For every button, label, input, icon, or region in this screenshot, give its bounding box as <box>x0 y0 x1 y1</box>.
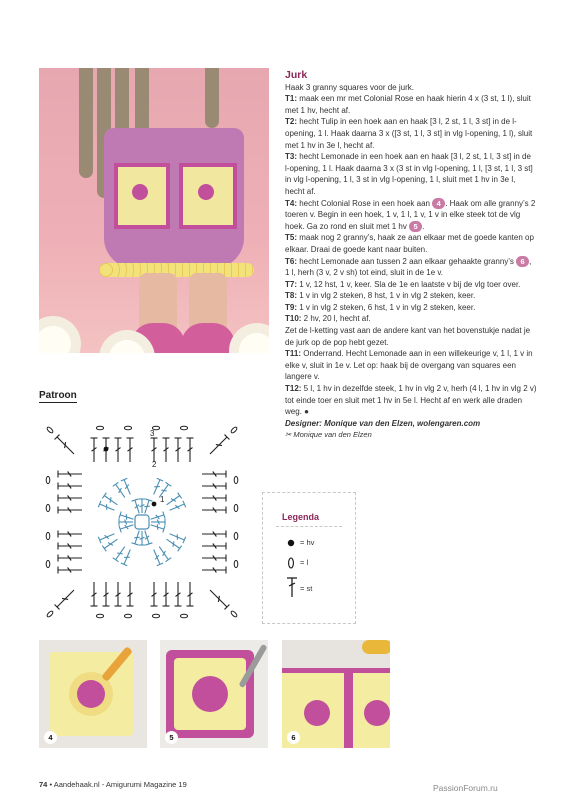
stitch-symbol <box>58 543 82 550</box>
stitch-symbol <box>151 478 164 495</box>
chain-symbol <box>234 504 238 511</box>
crochet-chart-svg <box>38 418 246 626</box>
round-number-label: 3 <box>150 429 155 438</box>
stitch-symbol <box>58 495 82 502</box>
stitch-symbol <box>141 529 152 544</box>
stitch-symbol <box>168 531 185 544</box>
stitch-symbol <box>139 499 146 513</box>
double-crochet-icon <box>286 576 298 598</box>
round-2: T2: hecht Tulip in een hoek aan en haak [3 l, 2 st, 1 l, 3 st] in de l-opening, 1 l. Haak daarna 3 x ([3 st, 1 l, 3 st] in vlg l-opening, 1 l), sluit met 1 hv in 3e l, hecht af. <box>285 117 533 150</box>
hair-strand <box>79 68 93 178</box>
page-footer <box>39 780 187 789</box>
round-6: T6: hecht Lemonade aan tussen 2 aan elkaar gehaakte granny’s 6 , 1 l, herh (3 v, 2 v sh) tot eind, sluit in de 1e v. <box>285 256 532 278</box>
stitch-symbol <box>208 588 230 610</box>
stitch-symbol <box>91 582 98 606</box>
intro-text: Haak 3 granny squares voor de jurk. <box>285 82 414 92</box>
designer-credit: Designer: Monique van den Elzen, wolengaren.com <box>285 418 481 428</box>
stitch-symbol <box>132 499 143 514</box>
stitch-symbol <box>119 519 133 526</box>
stitch-symbol <box>175 438 182 462</box>
slip-stitch-dot <box>104 447 109 452</box>
round-number-label: 2 <box>152 460 157 469</box>
photo-number: 5 <box>165 731 178 744</box>
flower-motif <box>304 700 330 726</box>
stitch-symbol <box>58 531 82 538</box>
photo-credit: ✂ Monique van den Elzen <box>285 430 372 440</box>
round-5: T5: maak nog 2 granny’s, haak ze aan elkaar met de goede kanten op elkaar. Draai de goede kant naar buiten. <box>285 233 534 254</box>
stitch-symbol <box>58 567 82 574</box>
photo-ref-badge: 5 <box>409 221 422 232</box>
crochet-hook <box>362 640 390 654</box>
chain-symbol <box>46 504 50 511</box>
stitch-symbol <box>98 501 115 514</box>
stitch-symbol <box>115 582 122 606</box>
stitch-symbol <box>113 482 128 499</box>
stitch-symbol <box>127 438 134 462</box>
photo-number: 6 <box>287 731 300 744</box>
stitch-symbol <box>132 529 143 544</box>
round-10: T10: 2 hv, 20 l, hecht af. <box>285 314 371 324</box>
stitch-symbol <box>208 435 230 457</box>
dress-ruffle <box>99 263 254 277</box>
stitch-symbol <box>127 582 134 606</box>
stitch-symbol <box>202 567 226 574</box>
chain-symbol <box>180 614 187 618</box>
round-4: T4: hecht Colonial Rose in een hoek aan 4 . Haak om alle granny’s 2 toeren v. Begin in een hoek, 1 v, 1 l, 1 v, 1 v in elke steek tot de vlg hoek. Ga zo rond en sluit met 1 hv 5 . <box>285 198 536 232</box>
flower-motif <box>132 184 148 200</box>
stitch-symbol <box>202 507 226 514</box>
stitch-symbol <box>102 493 119 508</box>
round-7: T7: 1 v, 12 hst, 1 v, keer. Sla de 1e en laatste v bij de vlg toer over. <box>285 279 521 289</box>
chain-symbol <box>46 532 50 539</box>
step-photo-6 <box>282 640 390 748</box>
stitch-symbol <box>58 507 82 514</box>
flower-motif <box>198 184 214 200</box>
chain-note: Zet de l-ketting vast aan de andere kant van het bovenstukje nadat je de jurk op de pop hebt gezet. <box>285 326 531 347</box>
stitch-symbol <box>141 499 152 514</box>
stitch-symbol <box>151 548 164 565</box>
stitch-symbol <box>121 478 134 495</box>
legend-item-st: = st <box>286 576 346 598</box>
round-number-label: 1 <box>160 495 165 504</box>
stitch-symbol <box>202 543 226 550</box>
footer-source: Aandehaak.nl - Amigurumi Magazine 19 <box>53 780 187 789</box>
stitch-symbol <box>139 531 146 545</box>
slip-stitch-dot <box>152 502 157 507</box>
stitch-symbol <box>58 471 82 478</box>
round-3: T3: hecht Lemonade in een hoek aan en haak [3 l, 2 st, 1 l, 3 st] in de l-opening, 1 l. Haak daarna 3 x (3 st in vlg l-opening, 1 l, [3 st, 1 l, 3 st] in vlg l-opening, 1 l, 3 st in vlg l-opening, 1 l, sluit met 1 hv in 3e l, hecht af. <box>285 152 533 196</box>
round-11: T11: Onderrand. Hecht Lemonade aan in een willekeurige v, 1 l, 1 v in elke v, sluit in 1e v. Let op: haak bij de overgang van squares een langere v. <box>285 349 533 382</box>
page-number: 74 <box>39 780 48 789</box>
chain-symbol <box>46 610 54 618</box>
legend-item-l: = l <box>286 556 346 570</box>
round-12: T12: 5 l, 1 hv in dezelfde steek, 1 hv in vlg 2 v, herh (4 l, 1 hv in vlg 2 v) tot einde toer en sluit met 1 hv in 5e l. Hecht af en werk alle draden weg. ● <box>285 384 537 417</box>
photo-number: 4 <box>44 731 57 744</box>
instructions-column <box>285 70 537 441</box>
slip-stitch-icon <box>286 537 296 549</box>
chain-symbol <box>96 426 103 430</box>
stitch-symbol <box>202 555 226 562</box>
stitch-symbol <box>151 438 158 462</box>
stitch-symbol <box>202 483 226 490</box>
chain-symbol <box>234 532 238 539</box>
stitch-symbol <box>165 536 182 551</box>
flower-motif <box>192 676 228 712</box>
stitch-symbol <box>149 512 164 523</box>
stitch-symbol <box>149 521 164 532</box>
round-8: T8: 1 v in vlg 2 steken, 8 hst, 1 v in vlg 2 steken, keer. <box>285 291 476 301</box>
stitch-symbol <box>58 483 82 490</box>
chain-stitch-icon <box>286 556 296 570</box>
stitch-symbol <box>98 531 115 544</box>
stitch-symbol <box>115 438 122 462</box>
chain-symbol <box>124 426 131 430</box>
stitch-symbol <box>121 548 134 565</box>
stitch-symbol <box>58 555 82 562</box>
stitch-symbol <box>175 582 182 606</box>
chain-symbol <box>234 560 238 567</box>
flower-motif <box>77 680 105 708</box>
doll-shoe <box>181 323 235 353</box>
stitch-symbol <box>91 438 98 462</box>
step-photo-5 <box>160 640 268 748</box>
chain-symbol <box>46 476 50 483</box>
stitch-symbol <box>163 582 170 606</box>
flower-motif <box>364 700 390 726</box>
chain-symbol <box>46 426 54 434</box>
stitch-symbol <box>202 531 226 538</box>
chain-symbol <box>234 476 238 483</box>
stitch-symbol <box>165 493 182 508</box>
stitch-symbol <box>113 545 128 562</box>
stitch-symbol <box>119 521 134 532</box>
doll-photo <box>39 68 269 353</box>
chain-symbol <box>96 614 103 618</box>
stitch-symbol <box>119 512 134 523</box>
footer-bullet: • <box>49 780 53 789</box>
stitch-symbol <box>168 501 185 514</box>
photo-ref-badge: 6 <box>516 256 529 267</box>
pattern-title: Patroon <box>39 390 77 401</box>
stitch-symbol <box>151 519 165 526</box>
rose-decoration <box>229 323 269 353</box>
chain-symbol <box>230 610 238 618</box>
stitch-symbol <box>202 471 226 478</box>
section-title: Jurk <box>285 69 308 81</box>
stitch-symbol <box>102 536 119 551</box>
stitch-symbol <box>55 588 77 610</box>
step-photo-4 <box>39 640 147 748</box>
chain-symbol <box>46 560 50 567</box>
crochet-chart <box>38 418 246 626</box>
round-1: T1: maak een mr met Colonial Rose en haak hierin 4 x (3 st, 1 l), sluit met 1 hv, hecht af. <box>285 94 531 115</box>
stitch-symbol <box>202 495 226 502</box>
legend-title: Legenda <box>282 512 320 522</box>
photo-ref-badge: 4 <box>432 198 445 209</box>
rose-decoration <box>39 316 81 353</box>
round-9: T9: 1 v in vlg 2 steken, 6 hst, 1 v in vlg 2 steken, keer. <box>285 302 476 312</box>
stitch-symbol <box>163 438 170 462</box>
magic-ring <box>135 515 149 529</box>
chain-symbol <box>152 614 159 618</box>
stitch-symbol <box>187 582 194 606</box>
chain-symbol <box>124 614 131 618</box>
watermark: PassionForum.ru <box>433 783 498 793</box>
stitch-symbol <box>187 438 194 462</box>
stitch-symbol <box>55 435 77 457</box>
chain-symbol <box>180 426 187 430</box>
hair-strand <box>205 68 219 128</box>
stitch-symbol <box>156 545 171 562</box>
chain-symbol <box>230 426 238 434</box>
legend-item-hv: = hv <box>286 536 346 550</box>
stitch-symbol <box>151 582 158 606</box>
legend-divider <box>276 526 342 527</box>
stitch-symbol <box>103 582 110 606</box>
